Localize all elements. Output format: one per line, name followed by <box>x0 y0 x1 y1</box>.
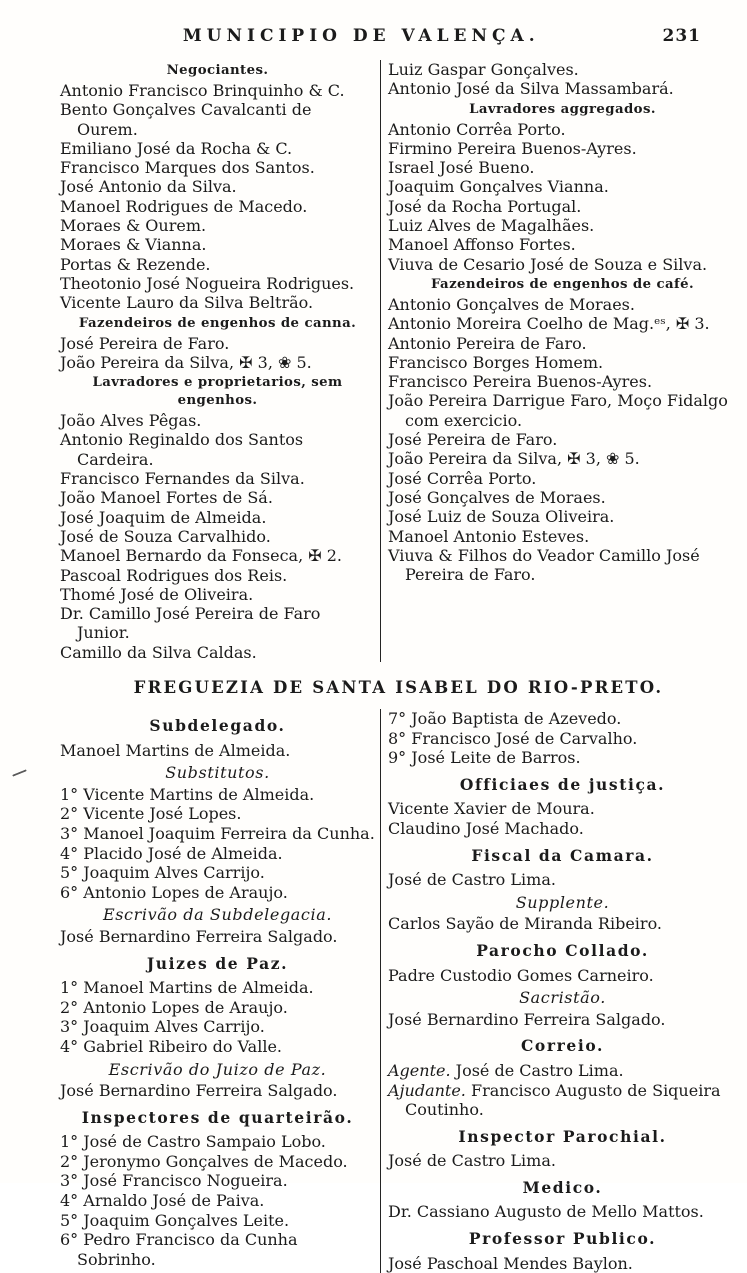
entry-text: 8° Francisco José de Carvalho. <box>388 728 638 748</box>
directory-entry <box>388 488 737 507</box>
right-column <box>380 60 737 662</box>
entry-text: José Bernardino Ferreira Salgado. <box>60 926 338 946</box>
entry-text: 1° Vicente Martins de Almeida. <box>60 784 315 804</box>
entry-text: 1° Manoel Martins de Almeida. <box>60 978 314 998</box>
directory-entry <box>388 966 737 986</box>
directory-entry <box>60 255 375 274</box>
directory-entry <box>388 1061 737 1081</box>
directory-heading <box>60 905 375 925</box>
entry-text: Antonio Moreira Coelho de Mag.ᵉˢ, ✠ 3. <box>388 314 710 334</box>
entry-text: Sacristão. <box>519 988 606 1008</box>
entry-text: Officiaes de justiça. <box>459 774 666 794</box>
entry-text: Parocho Collado. <box>476 940 649 960</box>
directory-entry <box>388 527 737 546</box>
entry-text: José Bernardino Ferreira Salgado. <box>388 1009 666 1029</box>
directory-entry <box>388 819 737 839</box>
entry-text: Bento Gonçalves Cavalcanti de Ourem. <box>60 100 312 139</box>
directory-entry <box>388 546 737 585</box>
entry-text: Inspectores de quarteirão. <box>81 1107 354 1127</box>
entry-text: Portas & Rezende. <box>60 254 211 274</box>
entry-text: 7° João Baptista de Azevedo. <box>388 709 622 729</box>
directory-entry <box>60 824 375 844</box>
directory-entry <box>388 1254 737 1273</box>
directory-entry <box>60 1152 375 1172</box>
directory-heading <box>388 101 737 119</box>
entry-text: Thomé José de Oliveira. <box>60 584 254 604</box>
directory-entry <box>388 430 737 449</box>
directory-entry <box>388 314 737 333</box>
entry-text: João Pereira da Silva, ✠ 3, ❀ 5. <box>60 352 312 372</box>
entry-text: Claudino José Machado. <box>388 818 584 838</box>
entry-text: Israel José Bueno. <box>388 158 535 178</box>
entry-text: Juizes de Paz. <box>146 953 289 973</box>
directory-entry <box>388 1081 737 1120</box>
directory-entry <box>60 804 375 824</box>
entry-text: Francisco Augusto de Siqueira Coutinho. <box>405 1080 721 1120</box>
entry-text: José Corrêa Porto. <box>388 468 537 488</box>
entry-text: 6° Pedro Francisco da Cunha Sobrinho. <box>60 1230 298 1269</box>
directory-entry <box>60 430 375 469</box>
directory-entry <box>388 914 737 934</box>
directory-heading <box>388 1178 737 1198</box>
entry-text: José Luiz de Souza Oliveira. <box>388 507 615 527</box>
entry-text: Manoel Bernardo da Fonseca, ✠ 2. <box>60 546 342 566</box>
entry-text: Substitutos. <box>165 763 270 783</box>
directory-entry <box>388 748 737 768</box>
left-column <box>60 60 380 662</box>
role-label: Ajudante. <box>388 1080 466 1100</box>
directory-entry <box>388 1202 737 1222</box>
entry-text: Francisco Fernandes da Silva. <box>60 469 305 489</box>
directory-entry <box>388 60 737 79</box>
directory-entry <box>388 197 737 216</box>
directory-entry <box>388 139 737 158</box>
directory-entry <box>388 870 737 890</box>
entry-text: Antonio José da Silva Massambará. <box>388 79 674 99</box>
entry-text: Camillo da Silva Caldas. <box>60 642 257 662</box>
directory-entry <box>388 1151 737 1171</box>
entry-text: Viuva de Cesario José de Souza e Silva. <box>388 254 708 274</box>
entry-text: José de Souza Carvalhido. <box>60 526 271 546</box>
entry-text: Pascoal Rodrigues dos Reis. <box>60 565 288 585</box>
entry-text: Francisco Borges Homem. <box>388 352 604 372</box>
directory-heading <box>388 276 737 294</box>
directory-entry <box>388 729 737 749</box>
entry-text: Dr. Camillo José Pereira de Faro Junior. <box>60 604 321 643</box>
entry-text: José Bernardino Ferreira Salgado. <box>60 1081 338 1101</box>
entry-text: Lavradores aggregados. <box>469 101 656 117</box>
entry-text: Antonio Reginaldo dos Santos Cardeira. <box>60 430 304 469</box>
entry-text: Luiz Gaspar Gonçalves. <box>388 60 579 79</box>
directory-heading <box>388 1229 737 1249</box>
entry-text: João Manoel Fortes de Sá. <box>60 488 273 508</box>
entry-text: Antonio Francisco Brinquinho & C. <box>60 81 345 100</box>
pen-mark <box>12 769 27 776</box>
directory-entry <box>388 216 737 235</box>
entry-text: Antonio Pereira de Faro. <box>388 333 587 353</box>
directory-entry <box>60 1191 375 1211</box>
entry-text: José Antonio da Silva. <box>60 177 237 197</box>
directory-heading <box>60 716 375 736</box>
page-header <box>60 26 737 46</box>
directory-heading <box>388 893 737 913</box>
directory-heading <box>60 315 375 333</box>
entry-text: Medico. <box>522 1177 603 1197</box>
entry-text: Viuva & Filhos do Veador Camillo José Pereira de Faro. <box>388 545 700 585</box>
entry-text: João Pereira Darrigue Faro, Moço Fidalgo com exercicio. <box>388 391 728 430</box>
directory-entry <box>60 274 375 293</box>
entry-text: José de Castro Lima. <box>388 870 556 890</box>
directory-entry <box>60 1211 375 1231</box>
directory-entry <box>388 235 737 254</box>
directory-entry <box>60 488 375 507</box>
entry-text: José Paschoal Mendes Baylon. <box>388 1253 633 1273</box>
entry-text: Vicente Lauro da Silva Beltrão. <box>60 293 314 313</box>
directory-entry <box>388 79 737 98</box>
directory-entry <box>388 255 737 274</box>
directory-entry <box>60 1037 375 1057</box>
directory-heading <box>388 941 737 961</box>
entry-text: João Pereira da Silva, ✠ 3, ❀ 5. <box>388 449 640 469</box>
directory-entry <box>60 293 375 312</box>
entry-text: Francisco Marques dos Santos. <box>60 158 315 178</box>
directory-entry <box>60 177 375 196</box>
directory-entry <box>388 120 737 139</box>
entry-text: Moraes & Vianna. <box>60 235 207 255</box>
entry-text: Manoel Martins de Almeida. <box>60 740 291 760</box>
directory-entry <box>60 998 375 1018</box>
directory-entry <box>60 585 375 604</box>
directory-entry <box>388 391 737 430</box>
directory-entry <box>388 469 737 488</box>
directory-entry <box>60 844 375 864</box>
directory-heading <box>60 954 375 974</box>
directory-entry <box>60 1081 375 1101</box>
entry-text: Fazendeiros de engenhos de canna. <box>78 315 357 331</box>
entry-text: José Gonçalves de Moraes. <box>388 487 606 507</box>
municipio-directory-section <box>60 60 737 662</box>
entry-text: Joaquim Gonçalves Vianna. <box>388 177 609 197</box>
directory-entry <box>60 741 375 761</box>
entry-text: Vicente Xavier de Moura. <box>388 799 595 819</box>
entry-text: Theotonio José Nogueira Rodrigues. <box>60 273 355 293</box>
entry-text: Manoel Antonio Esteves. <box>388 526 590 546</box>
entry-text: 9° José Leite de Barros. <box>388 748 581 768</box>
freguezia-section-title: FREGUEZIA DE SANTA ISABEL DO RIO-PRETO. <box>133 678 664 698</box>
directory-entry <box>60 411 375 430</box>
entry-text: José de Castro Lima. <box>388 1151 556 1171</box>
entry-text: Professor Publico. <box>468 1229 657 1249</box>
entry-text: Fiscal da Camara. <box>471 845 654 865</box>
directory-heading <box>60 62 375 80</box>
entry-text: José Pereira de Faro. <box>60 333 230 353</box>
entry-text: 6° Antonio Lopes de Araujo. <box>60 882 288 902</box>
entry-text: 3° Manoel Joaquim Ferreira da Cunha. <box>60 823 375 843</box>
entry-text: Francisco Pereira Buenos-Ayres. <box>388 372 653 392</box>
directory-entry <box>388 353 737 372</box>
entry-text: Emiliano José da Rocha & C. <box>60 138 293 158</box>
entry-text: Fazendeiros de engenhos de café. <box>430 276 695 292</box>
directory-entry <box>388 1010 737 1030</box>
directory-heading <box>60 1060 375 1080</box>
entry-text: 2° Antonio Lopes de Araujo. <box>60 997 288 1017</box>
directory-entry <box>60 863 375 883</box>
page-title: MUNICIPIO DE VALENÇA. <box>182 26 540 46</box>
directory-entry <box>60 566 375 585</box>
left-column <box>60 709 380 1273</box>
directory-heading <box>388 1127 737 1147</box>
entry-text: 3° Joaquim Alves Carrijo. <box>60 1017 265 1037</box>
freguezia-directory-section <box>60 709 737 1273</box>
directory-entry <box>60 508 375 527</box>
directory-entry <box>60 527 375 546</box>
directory-entry <box>60 469 375 488</box>
directory-entry <box>60 353 375 372</box>
directory-entry <box>60 100 375 139</box>
directory-entry <box>60 1230 375 1269</box>
directory-entry <box>60 81 375 100</box>
directory-entry <box>60 883 375 903</box>
directory-entry <box>60 197 375 216</box>
directory-entry <box>60 978 375 998</box>
directory-entry <box>60 927 375 947</box>
entry-text: Manoel Affonso Fortes. <box>388 235 576 255</box>
directory-entry <box>60 604 375 643</box>
directory-entry <box>60 1132 375 1152</box>
directory-entry <box>388 295 737 314</box>
directory-entry <box>388 709 737 729</box>
entry-text: Moraes & Ourem. <box>60 216 207 236</box>
directory-entry <box>388 449 737 468</box>
entry-text: 4° Gabriel Ribeiro do Valle. <box>60 1036 282 1056</box>
directory-entry <box>60 1171 375 1191</box>
entry-text: Subdelegado. <box>149 716 286 736</box>
entry-text: Firmino Pereira Buenos-Ayres. <box>388 138 637 158</box>
directory-heading <box>60 374 375 410</box>
entry-text: 3° José Francisco Nogueira. <box>60 1171 288 1191</box>
directory-heading <box>60 1108 375 1128</box>
entry-text: Carlos Sayão de Miranda Ribeiro. <box>388 914 663 934</box>
entry-text: Escrivão do Juizo de Paz. <box>108 1059 327 1079</box>
directory-heading <box>388 775 737 795</box>
directory-heading <box>60 763 375 783</box>
entry-text: Negociantes. <box>166 63 269 78</box>
entry-text: 5° Joaquim Alves Carrijo. <box>60 863 265 883</box>
entry-text: 4° Arnaldo José de Paiva. <box>60 1191 265 1211</box>
entry-text: 1° José de Castro Sampaio Lobo. <box>60 1132 326 1152</box>
directory-entry <box>388 177 737 196</box>
entry-text: Lavradores e proprietarios, sem engenhos. <box>92 375 343 409</box>
directory-entry <box>60 785 375 805</box>
entry-text: 5° Joaquim Gonçalves Leite. <box>60 1210 290 1230</box>
role-label: Agente. <box>388 1060 451 1080</box>
entry-text: José de Castro Lima. <box>450 1060 624 1080</box>
entry-text: Padre Custodio Gomes Carneiro. <box>388 965 654 985</box>
entry-text: Correio. <box>520 1036 605 1056</box>
directory-heading <box>388 1036 737 1056</box>
directory-heading <box>388 846 737 866</box>
entry-text: João Alves Pêgas. <box>60 411 202 431</box>
entry-text: 4° Placido José de Almeida. <box>60 843 283 863</box>
directory-entry <box>388 372 737 391</box>
entry-text: 2° Vicente José Lopes. <box>60 804 242 824</box>
directory-entry <box>60 235 375 254</box>
entry-text: Antonio Gonçalves de Moraes. <box>388 294 635 314</box>
directory-entry <box>60 334 375 353</box>
right-column <box>380 709 737 1273</box>
directory-entry <box>60 1017 375 1037</box>
entry-text: 2° Jeronymo Gonçalves de Macedo. <box>60 1151 348 1171</box>
entry-text: Supplente. <box>515 892 610 912</box>
entry-text: Manoel Rodrigues de Macedo. <box>60 196 308 216</box>
directory-entry <box>60 139 375 158</box>
entry-text: Inspector Parochial. <box>458 1126 667 1146</box>
directory-entry <box>388 158 737 177</box>
entry-text: Dr. Cassiano Augusto de Mello Mattos. <box>388 1202 704 1222</box>
directory-entry <box>60 643 375 662</box>
page-number: 231 <box>662 26 701 46</box>
directory-heading <box>388 988 737 1008</box>
directory-entry <box>388 507 737 526</box>
entry-text: José Joaquim de Almeida. <box>60 507 267 527</box>
entry-text: Antonio Corrêa Porto. <box>388 119 566 139</box>
entry-text: José Pereira de Faro. <box>388 430 558 450</box>
directory-entry <box>388 799 737 819</box>
entry-text: José da Rocha Portugal. <box>388 196 582 216</box>
directory-entry <box>388 334 737 353</box>
entry-text: Escrivão da Subdelegacia. <box>102 905 333 925</box>
directory-entry <box>60 158 375 177</box>
directory-entry <box>60 546 375 565</box>
entry-text: Luiz Alves de Magalhães. <box>388 216 595 236</box>
directory-entry <box>60 216 375 235</box>
